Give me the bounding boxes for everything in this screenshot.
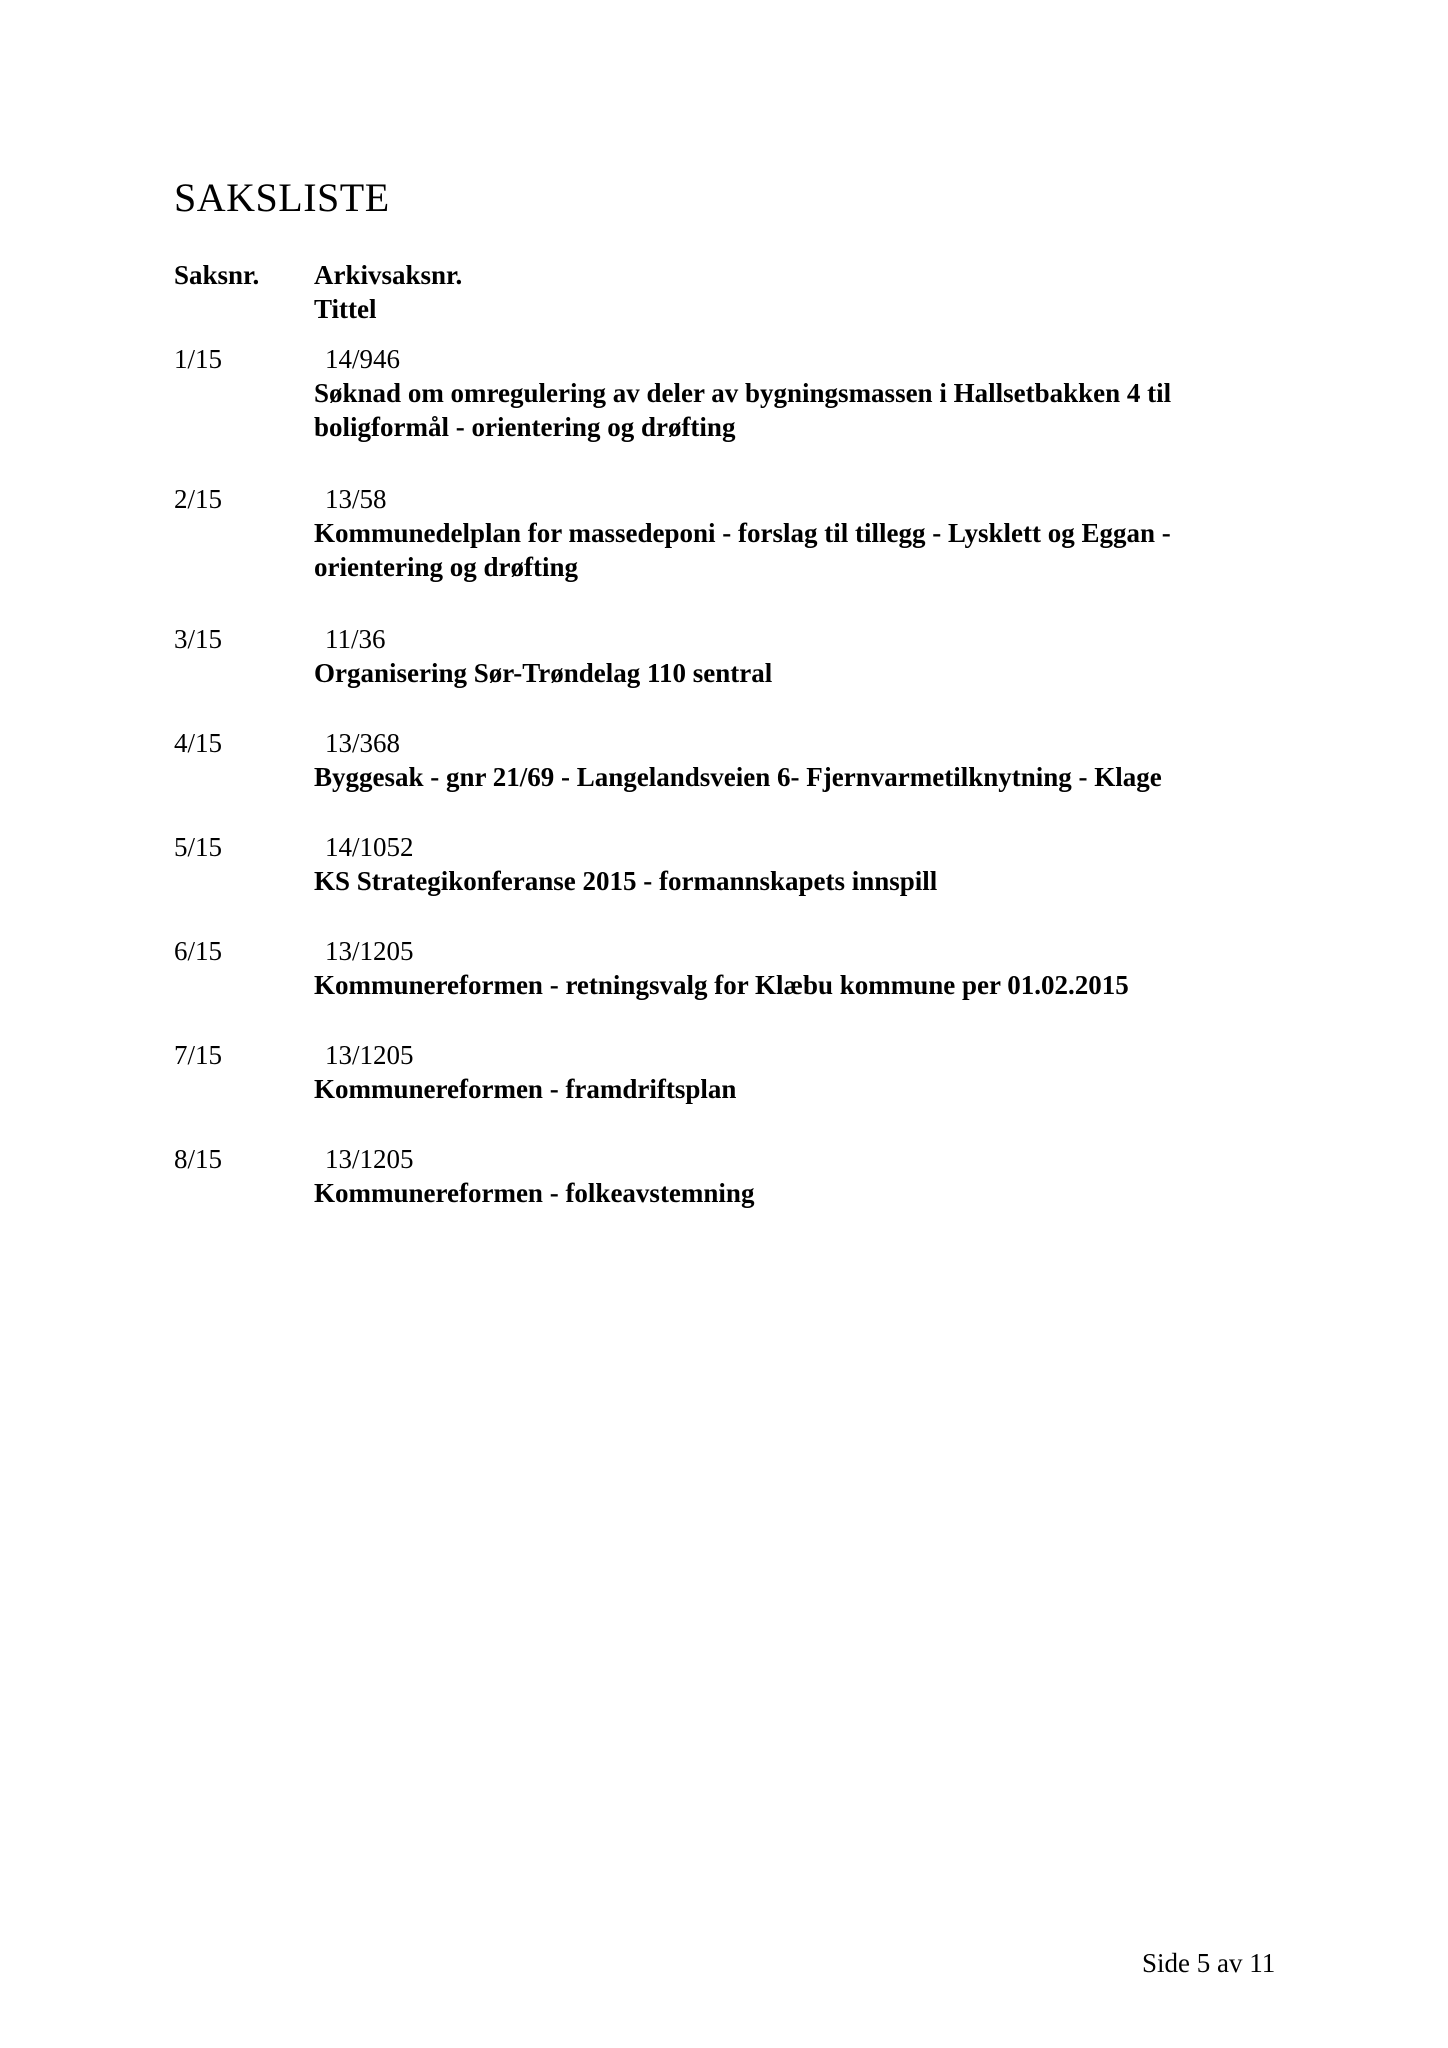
case-title-line: Organisering Sør-Trøndelag 110 sentral: [314, 658, 773, 688]
case-arkivsaksnr: 11/36: [325, 624, 386, 654]
column-header-saksnr: Saksnr.: [174, 260, 260, 290]
column-header-tittel: Tittel: [314, 294, 377, 324]
case-arkivsaksnr: 13/1205: [325, 1144, 414, 1174]
case-arkivsaksnr: 13/1205: [325, 936, 414, 966]
page-number: Side 5 av 11: [1142, 1948, 1276, 1978]
case-title-line: Kommunedelplan for massedeponi - forslag til tillegg - Lysklett og Eggan -: [314, 518, 1171, 548]
case-title-line: Kommunereformen - folkeavstemning: [314, 1178, 755, 1208]
case-saksnr: 3/15: [174, 624, 223, 654]
case-saksnr: 7/15: [174, 1040, 223, 1070]
case-saksnr: 1/15: [174, 344, 223, 374]
case-arkivsaksnr: 13/58: [325, 484, 387, 514]
case-arkivsaksnr: 14/946: [325, 344, 401, 374]
case-arkivsaksnr: 13/368: [325, 728, 401, 758]
case-saksnr: 2/15: [174, 484, 223, 514]
case-title-line: KS Strategikonferanse 2015 - formannskapets innspill: [314, 866, 938, 896]
case-saksnr: 5/15: [174, 832, 223, 862]
case-title: [314, 376, 1274, 444]
case-arkivsaksnr: 14/1052: [325, 832, 414, 862]
case-title-line: Byggesak - gnr 21/69 - Langelandsveien 6- Fjernvarmetilknytning - Klage: [314, 762, 1162, 792]
case-title-line: Kommunereformen - framdriftsplan: [314, 1074, 737, 1104]
case-title-line: Kommunereformen - retningsvalg for Klæbu kommune per 01.02.2015: [314, 970, 1129, 1000]
case-title: [314, 760, 1274, 794]
case-title: [314, 656, 1274, 690]
case-title-line: boligformål - orientering og drøfting: [314, 412, 736, 442]
case-saksnr: 8/15: [174, 1144, 223, 1174]
page-title: SAKSLISTE: [174, 175, 390, 220]
case-title: [314, 864, 1274, 898]
column-header-arkivsaksnr: Arkivsaksnr.: [314, 260, 463, 290]
case-saksnr: 6/15: [174, 936, 223, 966]
case-saksnr: 4/15: [174, 728, 223, 758]
case-title: [314, 968, 1274, 1002]
case-title-line: orientering og drøfting: [314, 552, 578, 582]
case-title: [314, 1072, 1274, 1106]
case-title-line: Søknad om omregulering av deler av bygningsmassen i Hallsetbakken 4 til: [314, 378, 1172, 408]
case-title: [314, 1176, 1274, 1210]
case-arkivsaksnr: 13/1205: [325, 1040, 414, 1070]
case-title: [314, 516, 1274, 584]
